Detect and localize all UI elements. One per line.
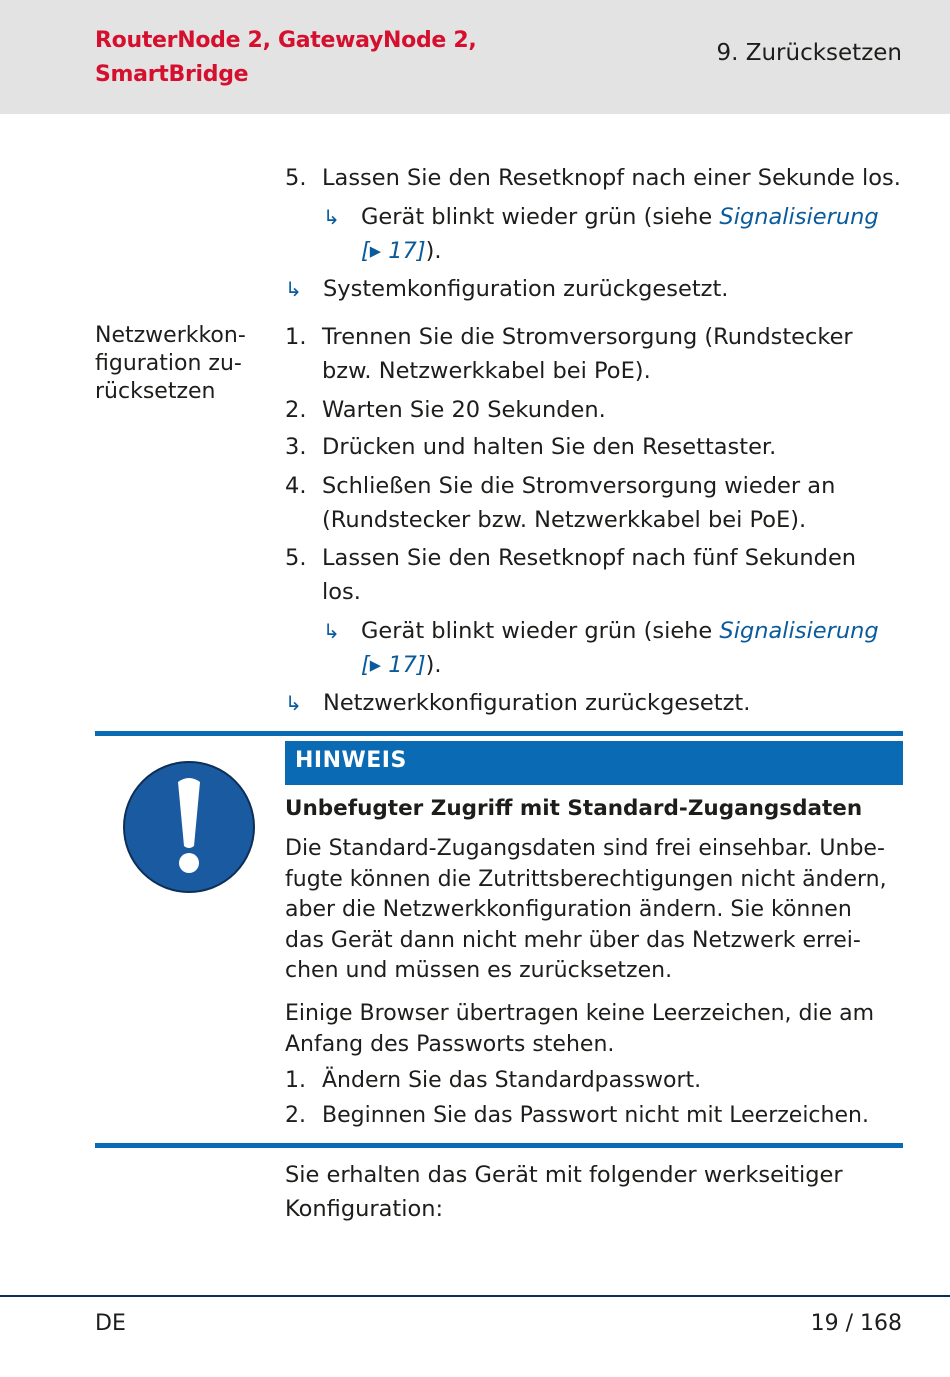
step-number: 5.	[285, 545, 307, 571]
notice-label: HINWEIS	[295, 748, 407, 773]
step-result	[285, 272, 885, 306]
step-result	[285, 686, 885, 720]
step-text: Beginnen Sie das Passwort nicht mit Leerzeichen.	[322, 1103, 869, 1128]
product-title-line2: SmartBridge	[95, 62, 249, 87]
footer-divider	[0, 1295, 950, 1297]
notice-top-rule	[95, 731, 903, 736]
signalisierung-link[interactable]: Signalisierung [▸ 17]	[361, 204, 879, 264]
result-arrow-icon: ↳	[323, 619, 340, 643]
step-text: Lassen Sie den Resetknopf nach einer Sekunde los.	[322, 165, 901, 191]
step-number: 5.	[285, 165, 307, 191]
result-text: Netzwerkkonfiguration zurückgesetzt.	[323, 690, 751, 716]
chapter-title: 9. Zurücksetzen	[716, 40, 902, 66]
footer-language: DE	[95, 1311, 126, 1336]
sub-result: ↳ Gerät blinkt wieder grün (siehe Signalisierung [▸ 17]).	[323, 200, 903, 268]
step-text: Drücken und halten Sie den Resettaster.	[322, 434, 777, 460]
step-text: Schließen Sie die Stromversorgung wieder an (Rundstecker bzw. Netzwerkkabel bei PoE).	[322, 473, 836, 533]
page-header	[0, 0, 950, 114]
notice-step	[285, 1066, 903, 1096]
notice-bottom-rule	[95, 1143, 903, 1148]
step-text: Trennen Sie die Stromversorgung (Rundstecker bzw. Netzwerkkabel bei PoE).	[322, 324, 853, 384]
step-number: 2.	[285, 397, 307, 423]
page-ref: [▸ 17]	[361, 652, 426, 678]
step-item	[285, 430, 905, 464]
notice-step	[285, 1101, 903, 1131]
notice-header	[285, 741, 903, 785]
step-text: Ändern Sie das Standardpasswort.	[322, 1068, 702, 1093]
step-text: Warten Sie 20 Sekunden.	[322, 397, 606, 423]
step-item	[285, 469, 905, 537]
step-number: 2.	[285, 1103, 306, 1128]
step-number: 1.	[285, 1068, 306, 1093]
notice-title: Unbefugter Zugriff mit Standard-Zugangsdaten	[285, 796, 863, 821]
sub-result-text: Gerät blinkt wieder grün (siehe	[361, 204, 720, 230]
notice-paragraph: Die Standard-Zugangsdaten sind frei einsehbar. Unbe- fugte können die Zutrittsberechtigungen nicht ändern, aber die Netzwerkkonfiguration ändern. Sie können das Gerät dann nicht mehr über das Netzwerk errei- chen und müssen es zurücksetzen.	[285, 836, 887, 983]
result-arrow-icon: ↳	[323, 205, 340, 229]
section-label: Netzwerkkon- figuration zu- rücksetzen	[95, 323, 246, 404]
footer-page-number: 19 / 168	[810, 1311, 902, 1336]
page-ref: [▸ 17]	[361, 238, 426, 264]
notice-paragraph: Einige Browser übertragen keine Leerzeichen, die am Anfang des Passworts stehen.	[285, 1001, 875, 1057]
step-item	[285, 320, 905, 388]
step-item	[285, 541, 905, 609]
product-title-line1: RouterNode 2, GatewayNode 2,	[95, 28, 477, 53]
step-number: 3.	[285, 434, 307, 460]
step-number: 1.	[285, 324, 307, 350]
closing-paragraph: Sie erhalten das Gerät mit folgender werkseitiger Konfiguration:	[285, 1162, 843, 1222]
product-title	[95, 24, 515, 92]
sub-result-text: Gerät blinkt wieder grün (siehe	[361, 618, 720, 644]
result-arrow-icon: ↳	[285, 691, 302, 715]
step-item	[285, 161, 905, 195]
signalisierung-link[interactable]: Signalisierung [▸ 17]	[361, 618, 879, 678]
exclamation-mark-icon	[122, 760, 256, 894]
sub-result: ↳ Gerät blinkt wieder grün (siehe Signalisierung [▸ 17]).	[323, 614, 903, 682]
result-text: Systemkonfiguration zurückgesetzt.	[323, 276, 729, 302]
step-text: Lassen Sie den Resetknopf nach fünf Sekunden los.	[322, 545, 857, 605]
result-arrow-icon: ↳	[285, 277, 302, 301]
step-number: 4.	[285, 473, 307, 499]
step-item	[285, 393, 905, 427]
